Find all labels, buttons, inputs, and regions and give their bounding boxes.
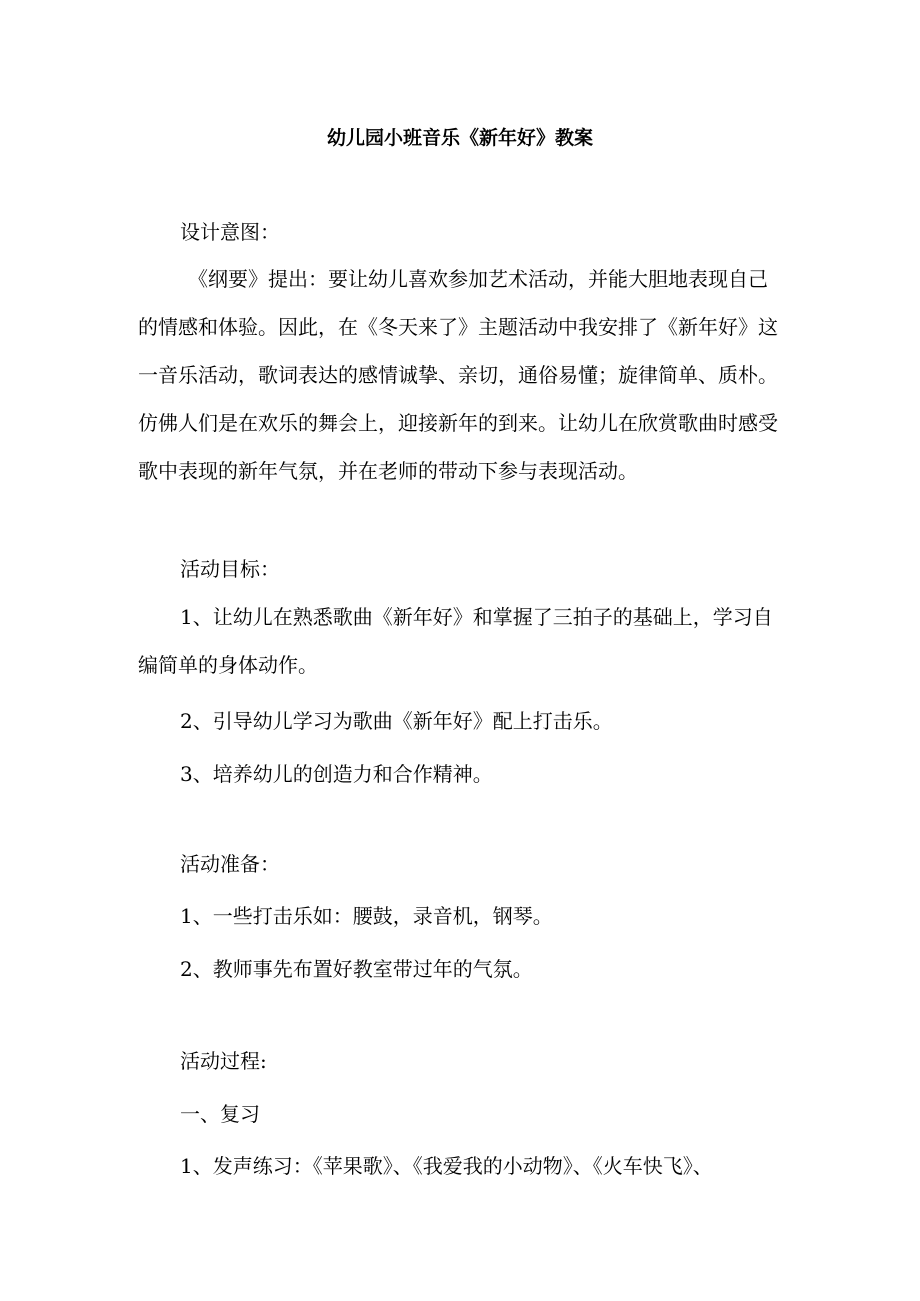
paragraph-line: 歌中表现的新年气氛，并在老师的带动下参与表现活动。: [138, 459, 638, 483]
list-item: 2、教师事先布置好教室带过年的气氛。: [180, 957, 533, 981]
document-title: 幼儿园小班音乐《新年好》教案: [326, 127, 593, 149]
list-item-continuation: 编简单的身体动作。: [138, 653, 318, 677]
paragraph-line: 一音乐活动，歌词表达的感情诚挚、亲切，通俗易懂；旋律简单、质朴。: [138, 363, 778, 387]
list-item: 1、让幼儿在熟悉歌曲《新年好》和掌握了三拍子的基础上，学习自: [180, 605, 773, 629]
list-item: 3、培养幼儿的创造力和合作精神。: [180, 762, 493, 786]
section-heading-goals: 活动目标：: [180, 557, 280, 581]
list-item: 2、引导幼儿学习为歌曲《新年好》配上打击乐。: [180, 709, 613, 733]
section-heading-preparation: 活动准备：: [180, 852, 280, 876]
paragraph-line: 仿佛人们是在欢乐的舞会上，迎接新年的到来。让幼儿在欣赏歌曲时感受: [138, 411, 778, 435]
list-item: 1、一些打击乐如：腰鼓，录音机，钢琴。: [180, 904, 553, 928]
paragraph-line: 《纲要》提出：要让幼儿喜欢参加艺术活动，并能大胆地表现自己: [188, 267, 768, 291]
paragraph-line: 的情感和体验。因此，在《冬天来了》主题活动中我安排了《新年好》这: [138, 315, 778, 339]
section-heading-design-intent: 设计意图：: [180, 220, 280, 244]
list-item: 1、发声练习：《苹果歌》、《我爱我的小动物》、《火车快飞》、: [180, 1154, 713, 1178]
section-heading-process: 活动过程:: [180, 1049, 267, 1073]
subsection-heading: 一、复习: [180, 1102, 260, 1126]
